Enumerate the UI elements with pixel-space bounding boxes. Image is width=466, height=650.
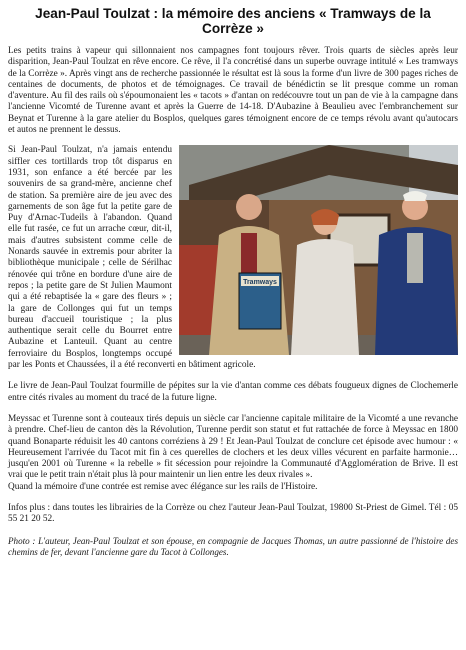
- article-paragraph-4: Meyssac et Turenne sont à couteaux tirés depuis un siècle car l'ancienne capitale militaire de la Vicomté a une revanche à prendre. Chef-lieu de canton dès la Révolution, Turenne perdit son statut et fut rattachée de force à Meyssac en 1800 quand Bonaparte réduisit les 40 cantons corréziens à 29 ! Et Jean-Paul Toulzat de conclure cet épisode avec humour : « Heureusement l'arrivée du Tacot mit fin à ces querelles de clochers et les deux villes vécurent en parfaite harmonie…jusqu'en 2001 où Turenne « la rebelle » fit sécession pour rejoindre la Communauté d'Agglomération de Brive. Il est vrai que le petit train n'était plus là pour maintenir un lien entre les deux rivales ».: [8, 413, 458, 481]
- article-info: Infos plus : dans toutes les librairies de la Corrèze ou chez l'auteur Jean-Paul Toulzat, 19800 St-Priest de Gimel. Tél : 05 55 21 20 52.: [8, 502, 458, 525]
- article-title: Jean-Paul Toulzat : la mémoire des anciens « Tramways de la Corrèze »: [35, 6, 431, 36]
- book-cover-title: Tramways: [243, 279, 277, 287]
- article-photo: [179, 145, 458, 355]
- photo-caption: Photo : L'auteur, Jean-Paul Toulzat et son épouse, en compagnie de Jacques Thomas, un autre passionné de l'histoire des chemins de fer, devant l'ancienne gare du Tacot à Collonges.: [8, 535, 458, 557]
- photo-illustration: [179, 145, 458, 355]
- article-paragraph-3: Le livre de Jean-Paul Toulzat fourmille de pépites sur la vie d'antan comme ces débats fougueux dignes de Clochemerle entre cités rivales au moment du tracé de la future ligne.: [8, 381, 458, 403]
- article-lede: Les petits trains à vapeur qui sillonnaient nos campagnes font toujours rêver. Trois quarts de siècles après leur disparition, Jean-Paul Toulzat en rêve encore. Ce rêve, il l'a concrétisé dans un superbe ouvrage intitulé « Les tramways de la Corrèze ». Après vingt ans de recherche passionnée le résultat est là sous la forme d'un livre de 300 pages riches de centaines de documents, de photos et de témoignages. Ce travail de bénédictin se lit presque comme un roman d'aventure. Au fil des rails où s'époumonaient les « tacots » d'antan on redécouvre tout un pan de vie à la campagne dans l'ancienne Vicomté de Turenne avant et après la Guerre de 14-18. D'Aubazine à Beaulieu avec l'embranchement sur Beynat et Turenne à la gare atelier du Bosplos, quelques gares témoignent encore de ce temps révolu avant qu'autocars et autos ne prennent le dessus.: [8, 46, 458, 136]
- article-paragraph-4b: Quand la mémoire d'une contrée est remise avec élégance sur les rails de l'Histoire.: [8, 481, 318, 492]
- article-paragraph-2: Si Jean-Paul Toulzat, n'a jamais entendu siffler ces tortillards trop tôt disparus en 1931, son enfance a été bercée par les souvenirs de sa grand-mère, ancienne chef de station. Sa première aire de jeu avec des garnements de son âge fut la petite gare de Puy d'Arnac-Tudeils à l'abandon. Quand elle fut rasée, ce fut un arrache cœur, dit-il, mais d'autres subsistent comme celle de Nonards sauvée in extremis pour abriter la bibliothèque municipale ; celle de Sérilhac rénovée qui trône en bordure d'une aire de repos ; la petite gare de St Julien Maumont qui a été rebaptisée la « gare des fleurs » ; la gare de Collonges qui fut un temps bureau d'accueil touristique ; la plus authentique serait celle du Bourret entre Aubazine et Lanteuil. Quant au centre ferroviaire du Bosplos, longtemps occupé par les Ponts et Chaussées, il a été reconverti en bâtiment agricole.: [8, 145, 256, 371]
- photo-section: [8, 145, 458, 371]
